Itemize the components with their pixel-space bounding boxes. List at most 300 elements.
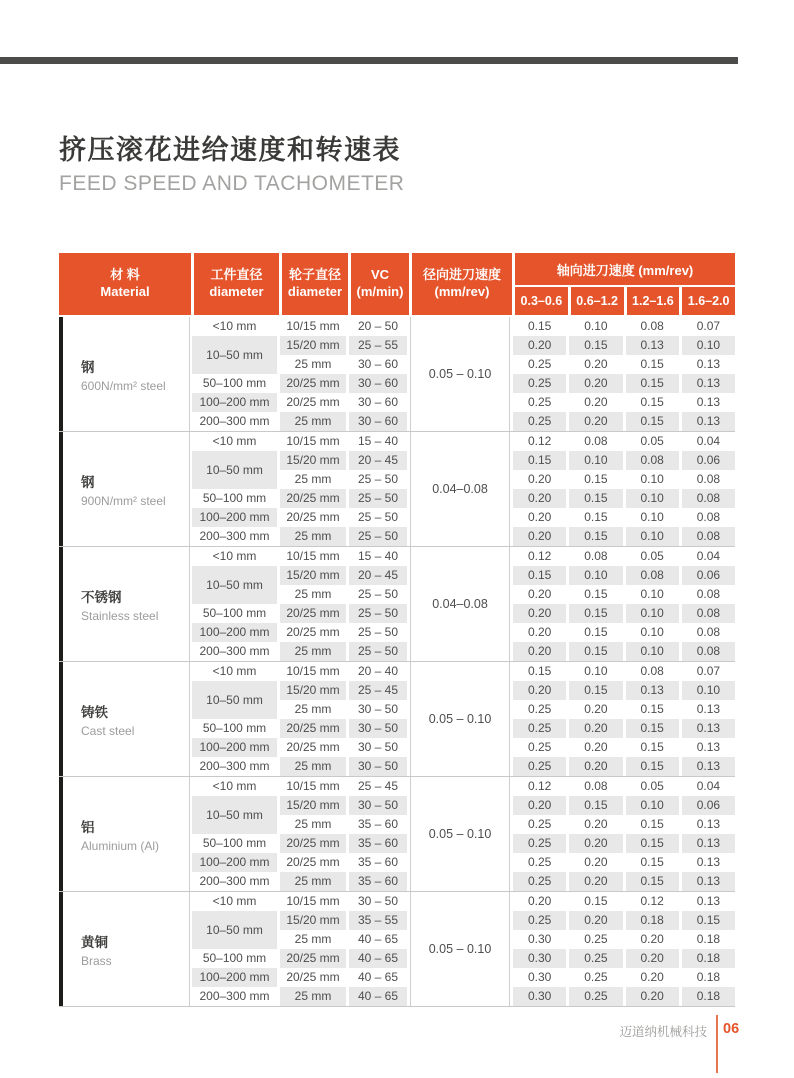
wheel-diameter-cell: 20/25 mm xyxy=(280,719,346,738)
work-diameter-column xyxy=(192,432,277,546)
axial-feed-cell: 0.20 xyxy=(569,911,622,930)
vc-cell: 30 – 60 xyxy=(349,412,407,431)
axial-feed-cell: 0.08 xyxy=(584,549,608,563)
axial-feed-column xyxy=(513,892,566,1006)
axial-feed-cell: 0.15 xyxy=(626,872,679,891)
axial-feed-cell: 0.13 xyxy=(696,894,721,908)
work-diameter-cell: 50–100 mm xyxy=(202,721,267,735)
vc-column xyxy=(349,892,407,1006)
axial-feed-cell: 0.18 xyxy=(626,911,679,930)
axial-feed-columns xyxy=(513,777,735,891)
vc-column xyxy=(349,432,407,546)
wheel-diameter-cell: 10/15 mm xyxy=(286,779,340,793)
axial-feed-cell: 0.10 xyxy=(682,336,735,355)
axial-feed-cell: 0.13 xyxy=(696,357,721,371)
wheel-diameter-cell: 25 mm xyxy=(294,932,332,946)
axial-feed-cell: 0.08 xyxy=(640,319,664,333)
axial-feed-cell: 0.10 xyxy=(682,681,735,700)
feed-speed-table xyxy=(59,253,735,1007)
material-section xyxy=(59,317,735,432)
wheel-diameter-cell: 20/25 mm xyxy=(286,510,340,524)
axial-feed-columns xyxy=(513,317,735,431)
axial-feed-cell: 0.10 xyxy=(584,664,608,678)
material-accent-bar xyxy=(59,777,63,891)
work-diameter-cell: 10–50 mm xyxy=(192,566,277,604)
axial-feed-cell: 0.15 xyxy=(640,395,664,409)
axial-feed-cell: 0.20 xyxy=(626,987,679,1006)
vc-cell: 25 – 50 xyxy=(349,527,407,546)
axial-feed-cell: 0.10 xyxy=(626,796,679,815)
vc-cell: 30 – 50 xyxy=(349,757,407,776)
axial-feed-cell: 0.25 xyxy=(527,855,552,869)
page-subtitle: FEED SPEED AND TACHOMETER xyxy=(59,172,405,195)
axial-feed-cell: 0.15 xyxy=(513,451,566,470)
axial-feed-cell: 0.08 xyxy=(696,510,721,524)
vc-cell: 30 – 50 xyxy=(349,796,407,815)
axial-feed-cell: 0.15 xyxy=(640,740,664,754)
axial-feed-column xyxy=(513,432,566,546)
work-diameter-cell: 100–200 mm xyxy=(192,623,277,642)
vc-cell: 25 – 50 xyxy=(349,489,407,508)
wheel-diameter-cell: 15/20 mm xyxy=(280,796,346,815)
vc-cell: 25 – 55 xyxy=(349,336,407,355)
vc-cell: 35 – 60 xyxy=(357,855,399,869)
axial-feed-cell: 0.13 xyxy=(682,757,735,776)
work-diameter-cell: 50–100 mm xyxy=(202,606,267,620)
vc-cell: 35 – 60 xyxy=(349,872,407,891)
axial-feed-column xyxy=(569,662,622,776)
axial-feed-cell: 0.30 xyxy=(527,970,552,984)
axial-feed-cell: 0.13 xyxy=(696,702,721,716)
axial-feed-cell: 0.04 xyxy=(696,434,721,448)
wheel-diameter-cell: 15/20 mm xyxy=(280,681,346,700)
axial-feed-column xyxy=(569,777,622,891)
vc-cell: 30 – 50 xyxy=(357,702,399,716)
axial-feed-cell: 0.25 xyxy=(527,817,552,831)
material-name-en: Aluminium (Al) xyxy=(81,838,160,853)
material-cell xyxy=(59,892,190,1006)
work-diameter-cell: 50–100 mm xyxy=(202,376,267,390)
header-material-zh: 材 料 xyxy=(110,267,140,283)
wheel-diameter-cell: 25 mm xyxy=(294,702,332,716)
material-name-zh: 铝 xyxy=(81,819,95,835)
radial-feed-cell: 0.05 – 0.10 xyxy=(410,892,510,1006)
work-diameter-cell: 50–100 mm xyxy=(202,491,267,505)
dimension-columns xyxy=(192,317,407,431)
material-cell xyxy=(59,317,190,431)
axial-feed-cell: 0.13 xyxy=(696,395,721,409)
vc-cell: 30 – 60 xyxy=(357,357,399,371)
wheel-diameter-column xyxy=(280,892,346,1006)
axial-feed-cell: 0.12 xyxy=(527,779,552,793)
wheel-diameter-cell: 25 mm xyxy=(294,817,332,831)
axial-feed-cell: 0.20 xyxy=(640,932,664,946)
axial-feed-cell: 0.25 xyxy=(527,357,552,371)
material-accent-bar xyxy=(59,892,63,1006)
material-name-en: Brass xyxy=(81,953,112,968)
wheel-diameter-cell: 15/20 mm xyxy=(280,451,346,470)
axial-feed-cell: 0.15 xyxy=(569,604,622,623)
dimension-columns xyxy=(192,432,407,546)
axial-feed-cell: 0.08 xyxy=(626,566,679,585)
axial-feed-cell: 0.15 xyxy=(569,642,622,661)
work-diameter-column xyxy=(192,662,277,776)
dimension-columns xyxy=(192,662,407,776)
wheel-diameter-cell: 25 mm xyxy=(280,987,346,1006)
material-name-zh: 铸铁 xyxy=(81,704,108,720)
axial-feed-cell: 0.08 xyxy=(696,587,721,601)
header-vc-unit: (m/min) xyxy=(356,284,404,299)
radial-feed-cell: 0.05 – 0.10 xyxy=(410,662,510,776)
axial-feed-cell: 0.15 xyxy=(626,374,679,393)
header-axial-range-3: 1.2–1.6 xyxy=(627,287,680,315)
header-material-en: Material xyxy=(100,284,150,299)
axial-feed-cell: 0.30 xyxy=(513,949,566,968)
wheel-diameter-cell: 20/25 mm xyxy=(286,740,340,754)
axial-feed-cell: 0.12 xyxy=(527,434,552,448)
vc-cell: 30 – 60 xyxy=(349,374,407,393)
vc-cell: 25 – 50 xyxy=(357,625,399,639)
work-diameter-cell: 50–100 mm xyxy=(202,836,267,850)
axial-feed-column xyxy=(513,547,566,661)
axial-feed-column xyxy=(682,547,735,661)
vc-cell: 25 – 45 xyxy=(357,779,399,793)
axial-feed-cell: 0.20 xyxy=(584,395,608,409)
material-cell xyxy=(59,432,190,546)
axial-feed-cell: 0.20 xyxy=(513,604,566,623)
material-section xyxy=(59,547,735,662)
header-wheel-diameter xyxy=(282,253,348,315)
axial-feed-cell: 0.15 xyxy=(584,510,608,524)
work-diameter-cell: 200–300 mm xyxy=(199,989,270,1003)
axial-feed-cell: 0.04 xyxy=(696,779,721,793)
work-diameter-cell: 10–50 mm xyxy=(192,796,277,834)
axial-feed-cell: 0.07 xyxy=(696,664,721,678)
axial-feed-cell: 0.13 xyxy=(682,374,735,393)
axial-feed-column xyxy=(682,892,735,1006)
axial-feed-cell: 0.08 xyxy=(584,779,608,793)
axial-feed-cell: 0.20 xyxy=(626,949,679,968)
work-diameter-cell: <10 mm xyxy=(212,549,257,563)
footer xyxy=(0,1013,740,1075)
axial-feed-cell: 0.07 xyxy=(696,319,721,333)
header-vc xyxy=(351,253,409,315)
material-name-zh: 钢 xyxy=(81,359,95,375)
wheel-diameter-cell: 25 mm xyxy=(294,357,332,371)
axial-feed-cell: 0.20 xyxy=(584,357,608,371)
table-header xyxy=(59,253,735,315)
wheel-diameter-cell: 25 mm xyxy=(294,587,332,601)
wheel-diameter-column xyxy=(280,547,346,661)
axial-feed-cell: 0.08 xyxy=(682,604,735,623)
vc-cell: 25 – 50 xyxy=(357,587,399,601)
vc-cell: 20 – 45 xyxy=(349,566,407,585)
wheel-diameter-cell: 20/25 mm xyxy=(286,855,340,869)
axial-feed-column xyxy=(569,317,622,431)
axial-feed-cell: 0.15 xyxy=(527,664,552,678)
header-material xyxy=(59,253,191,315)
wheel-diameter-cell: 10/15 mm xyxy=(286,549,340,563)
material-name-en: 600N/mm² steel xyxy=(81,378,166,393)
header-work-diameter xyxy=(194,253,279,315)
work-diameter-cell: <10 mm xyxy=(212,319,257,333)
axial-feed-cell: 0.25 xyxy=(527,702,552,716)
axial-feed-cell: 0.10 xyxy=(640,472,664,486)
material-name-zh: 不锈钢 xyxy=(81,589,122,605)
wheel-diameter-cell: 20/25 mm xyxy=(286,625,340,639)
wheel-diameter-cell: 20/25 mm xyxy=(280,834,346,853)
work-diameter-column xyxy=(192,777,277,891)
top-divider-bar xyxy=(0,57,738,64)
axial-feed-cell: 0.12 xyxy=(640,894,664,908)
work-diameter-cell: 200–300 mm xyxy=(199,529,270,543)
axial-feed-cell: 0.10 xyxy=(640,587,664,601)
work-diameter-cell: 200–300 mm xyxy=(199,874,270,888)
wheel-diameter-column xyxy=(280,662,346,776)
axial-feed-column xyxy=(513,777,566,891)
axial-feed-columns xyxy=(513,432,735,546)
vc-cell: 25 – 50 xyxy=(349,642,407,661)
axial-feed-cell: 0.08 xyxy=(682,489,735,508)
material-name-zh: 钢 xyxy=(81,474,95,490)
vc-column xyxy=(349,662,407,776)
wheel-diameter-cell: 25 mm xyxy=(280,757,346,776)
axial-feed-cell: 0.20 xyxy=(569,412,622,431)
axial-feed-cell: 0.15 xyxy=(584,625,608,639)
axial-feed-cell: 0.10 xyxy=(640,625,664,639)
vc-cell: 30 – 50 xyxy=(357,894,399,908)
axial-feed-cell: 0.15 xyxy=(569,336,622,355)
axial-feed-cell: 0.25 xyxy=(569,949,622,968)
header-axial-group xyxy=(515,253,735,315)
vc-cell: 15 – 40 xyxy=(357,434,399,448)
wheel-diameter-cell: 20/25 mm xyxy=(286,970,340,984)
axial-feed-cell: 0.18 xyxy=(696,932,721,946)
axial-feed-cell: 0.08 xyxy=(682,527,735,546)
axial-feed-cell: 0.13 xyxy=(696,855,721,869)
vc-column xyxy=(349,547,407,661)
header-axial-range-2: 0.6–1.2 xyxy=(571,287,624,315)
axial-feed-cell: 0.20 xyxy=(584,817,608,831)
vc-cell: 15 – 40 xyxy=(357,549,399,563)
axial-feed-cell: 0.15 xyxy=(584,587,608,601)
material-accent-bar xyxy=(59,432,63,546)
axial-feed-cell: 0.25 xyxy=(513,834,566,853)
wheel-diameter-cell: 10/15 mm xyxy=(286,434,340,448)
page-title: 挤压滚花进给速度和转速表 xyxy=(59,135,401,165)
axial-feed-cell: 0.20 xyxy=(513,527,566,546)
work-diameter-cell: 100–200 mm xyxy=(192,738,277,757)
axial-feed-cell: 0.10 xyxy=(626,527,679,546)
axial-feed-cell: 0.08 xyxy=(696,472,721,486)
material-section xyxy=(59,892,735,1007)
wheel-diameter-cell: 25 mm xyxy=(280,872,346,891)
header-axial-title: 轴向进刀速度 (mm/rev) xyxy=(515,253,735,285)
axial-feed-cell: 0.20 xyxy=(640,970,664,984)
wheel-diameter-cell: 20/25 mm xyxy=(286,395,340,409)
work-diameter-cell: <10 mm xyxy=(212,664,257,678)
axial-feed-cell: 0.13 xyxy=(682,719,735,738)
wheel-diameter-cell: 20/25 mm xyxy=(280,949,346,968)
title-block xyxy=(59,128,404,196)
header-work-diameter-en: diameter xyxy=(209,284,264,299)
work-diameter-cell: 100–200 mm xyxy=(192,508,277,527)
vc-cell: 35 – 60 xyxy=(357,817,399,831)
axial-feed-cell: 0.20 xyxy=(569,834,622,853)
axial-feed-cell: 0.08 xyxy=(626,451,679,470)
header-axial-ranges xyxy=(515,287,735,315)
axial-feed-cell: 0.20 xyxy=(569,757,622,776)
work-diameter-cell: <10 mm xyxy=(212,779,257,793)
work-diameter-cell: <10 mm xyxy=(212,434,257,448)
vc-cell: 30 – 50 xyxy=(349,719,407,738)
axial-feed-column xyxy=(682,317,735,431)
axial-feed-cell: 0.25 xyxy=(584,932,608,946)
axial-feed-column xyxy=(569,432,622,546)
axial-feed-cell: 0.25 xyxy=(584,970,608,984)
axial-feed-cell: 0.20 xyxy=(513,642,566,661)
axial-feed-cell: 0.06 xyxy=(682,566,735,585)
header-radial-unit: (mm/rev) xyxy=(434,284,490,299)
material-section xyxy=(59,662,735,777)
axial-feed-cell: 0.20 xyxy=(584,740,608,754)
axial-feed-column xyxy=(626,892,679,1006)
axial-feed-cell: 0.15 xyxy=(626,719,679,738)
axial-feed-cell: 0.13 xyxy=(626,336,679,355)
material-cell xyxy=(59,777,190,891)
axial-feed-cell: 0.05 xyxy=(640,434,664,448)
axial-feed-cell: 0.13 xyxy=(682,834,735,853)
radial-feed-cell: 0.05 – 0.10 xyxy=(410,317,510,431)
axial-feed-column xyxy=(626,317,679,431)
axial-feed-cell: 0.20 xyxy=(527,894,552,908)
axial-feed-column xyxy=(626,777,679,891)
axial-feed-cell: 0.25 xyxy=(513,374,566,393)
vc-cell: 40 – 65 xyxy=(357,932,399,946)
axial-feed-column xyxy=(569,892,622,1006)
work-diameter-cell: 100–200 mm xyxy=(192,968,277,987)
material-name-en: Cast steel xyxy=(81,723,135,738)
axial-feed-cell: 0.06 xyxy=(682,796,735,815)
axial-feed-cell: 0.20 xyxy=(584,855,608,869)
wheel-diameter-cell: 15/20 mm xyxy=(280,566,346,585)
work-diameter-column xyxy=(192,892,277,1006)
axial-feed-cell: 0.15 xyxy=(513,566,566,585)
work-diameter-cell: 10–50 mm xyxy=(192,451,277,489)
axial-feed-column xyxy=(626,662,679,776)
vc-cell: 40 – 65 xyxy=(357,970,399,984)
material-cell xyxy=(59,662,190,776)
work-diameter-cell: 10–50 mm xyxy=(192,336,277,374)
axial-feed-cell: 0.25 xyxy=(513,719,566,738)
work-diameter-cell: 50–100 mm xyxy=(202,951,267,965)
wheel-diameter-column xyxy=(280,317,346,431)
axial-feed-columns xyxy=(513,892,735,1006)
axial-feed-cell: 0.20 xyxy=(584,702,608,716)
header-wheel-diameter-en: diameter xyxy=(287,284,343,299)
axial-feed-cell: 0.15 xyxy=(569,681,622,700)
axial-feed-cell: 0.18 xyxy=(682,949,735,968)
axial-feed-cell: 0.20 xyxy=(513,681,566,700)
axial-feed-cell: 0.08 xyxy=(682,642,735,661)
vc-cell: 25 – 50 xyxy=(357,472,399,486)
vc-column xyxy=(349,777,407,891)
radial-feed-cell: 0.05 – 0.10 xyxy=(410,777,510,891)
work-diameter-cell: 200–300 mm xyxy=(199,414,270,428)
work-diameter-cell: 200–300 mm xyxy=(199,759,270,773)
vc-cell: 20 – 50 xyxy=(357,319,399,333)
axial-feed-cell: 0.08 xyxy=(696,625,721,639)
material-accent-bar xyxy=(59,547,63,661)
axial-feed-cell: 0.15 xyxy=(682,911,735,930)
axial-feed-cell: 0.12 xyxy=(527,549,552,563)
axial-feed-cell: 0.20 xyxy=(513,336,566,355)
page-number: 06 xyxy=(723,1021,740,1037)
material-accent-bar xyxy=(59,317,63,431)
axial-feed-cell: 0.10 xyxy=(626,604,679,623)
wheel-diameter-cell: 20/25 mm xyxy=(280,374,346,393)
axial-feed-cell: 0.18 xyxy=(696,970,721,984)
axial-feed-cell: 0.10 xyxy=(640,510,664,524)
axial-feed-column xyxy=(682,777,735,891)
wheel-diameter-cell: 10/15 mm xyxy=(286,664,340,678)
material-name-zh: 黄铜 xyxy=(81,934,108,950)
header-axial-range-1: 0.3–0.6 xyxy=(515,287,568,315)
footer-divider xyxy=(716,1015,718,1073)
material-section xyxy=(59,432,735,547)
vc-cell: 35 – 60 xyxy=(349,834,407,853)
dimension-columns xyxy=(192,892,407,1006)
axial-feed-cell: 0.15 xyxy=(626,834,679,853)
wheel-diameter-column xyxy=(280,432,346,546)
material-name-en: 900N/mm² steel xyxy=(81,493,166,508)
axial-feed-cell: 0.15 xyxy=(626,757,679,776)
axial-feed-cell: 0.20 xyxy=(569,872,622,891)
axial-feed-cell: 0.25 xyxy=(513,757,566,776)
axial-feed-cell: 0.10 xyxy=(569,566,622,585)
axial-feed-column xyxy=(513,662,566,776)
axial-feed-cell: 0.15 xyxy=(569,489,622,508)
axial-feed-cell: 0.13 xyxy=(696,740,721,754)
axial-feed-columns xyxy=(513,662,735,776)
axial-feed-cell: 0.18 xyxy=(682,987,735,1006)
header-radial-zh: 径向进刀速度 xyxy=(422,267,501,283)
material-name-en: Stainless steel xyxy=(81,608,159,623)
axial-feed-cell: 0.06 xyxy=(682,451,735,470)
axial-feed-column xyxy=(682,662,735,776)
material-cell xyxy=(59,547,190,661)
work-diameter-cell: 200–300 mm xyxy=(199,644,270,658)
axial-feed-cell: 0.20 xyxy=(513,796,566,815)
axial-feed-cell: 0.20 xyxy=(569,374,622,393)
wheel-diameter-cell: 15/20 mm xyxy=(280,911,346,930)
vc-cell: 20 – 45 xyxy=(349,451,407,470)
work-diameter-column xyxy=(192,547,277,661)
dimension-columns xyxy=(192,777,407,891)
axial-feed-cell: 0.15 xyxy=(584,894,608,908)
axial-feed-cell: 0.25 xyxy=(527,395,552,409)
axial-feed-cell: 0.05 xyxy=(640,779,664,793)
radial-feed-cell: 0.04–0.08 xyxy=(410,432,510,546)
axial-feed-cell: 0.25 xyxy=(513,412,566,431)
header-wheel-diameter-zh: 轮子直径 xyxy=(288,267,341,283)
axial-feed-cell: 0.20 xyxy=(527,472,552,486)
axial-feed-cell: 0.05 xyxy=(640,549,664,563)
table-body xyxy=(59,317,735,1007)
work-diameter-cell: 100–200 mm xyxy=(192,393,277,412)
axial-feed-cell: 0.13 xyxy=(626,681,679,700)
work-diameter-column xyxy=(192,317,277,431)
